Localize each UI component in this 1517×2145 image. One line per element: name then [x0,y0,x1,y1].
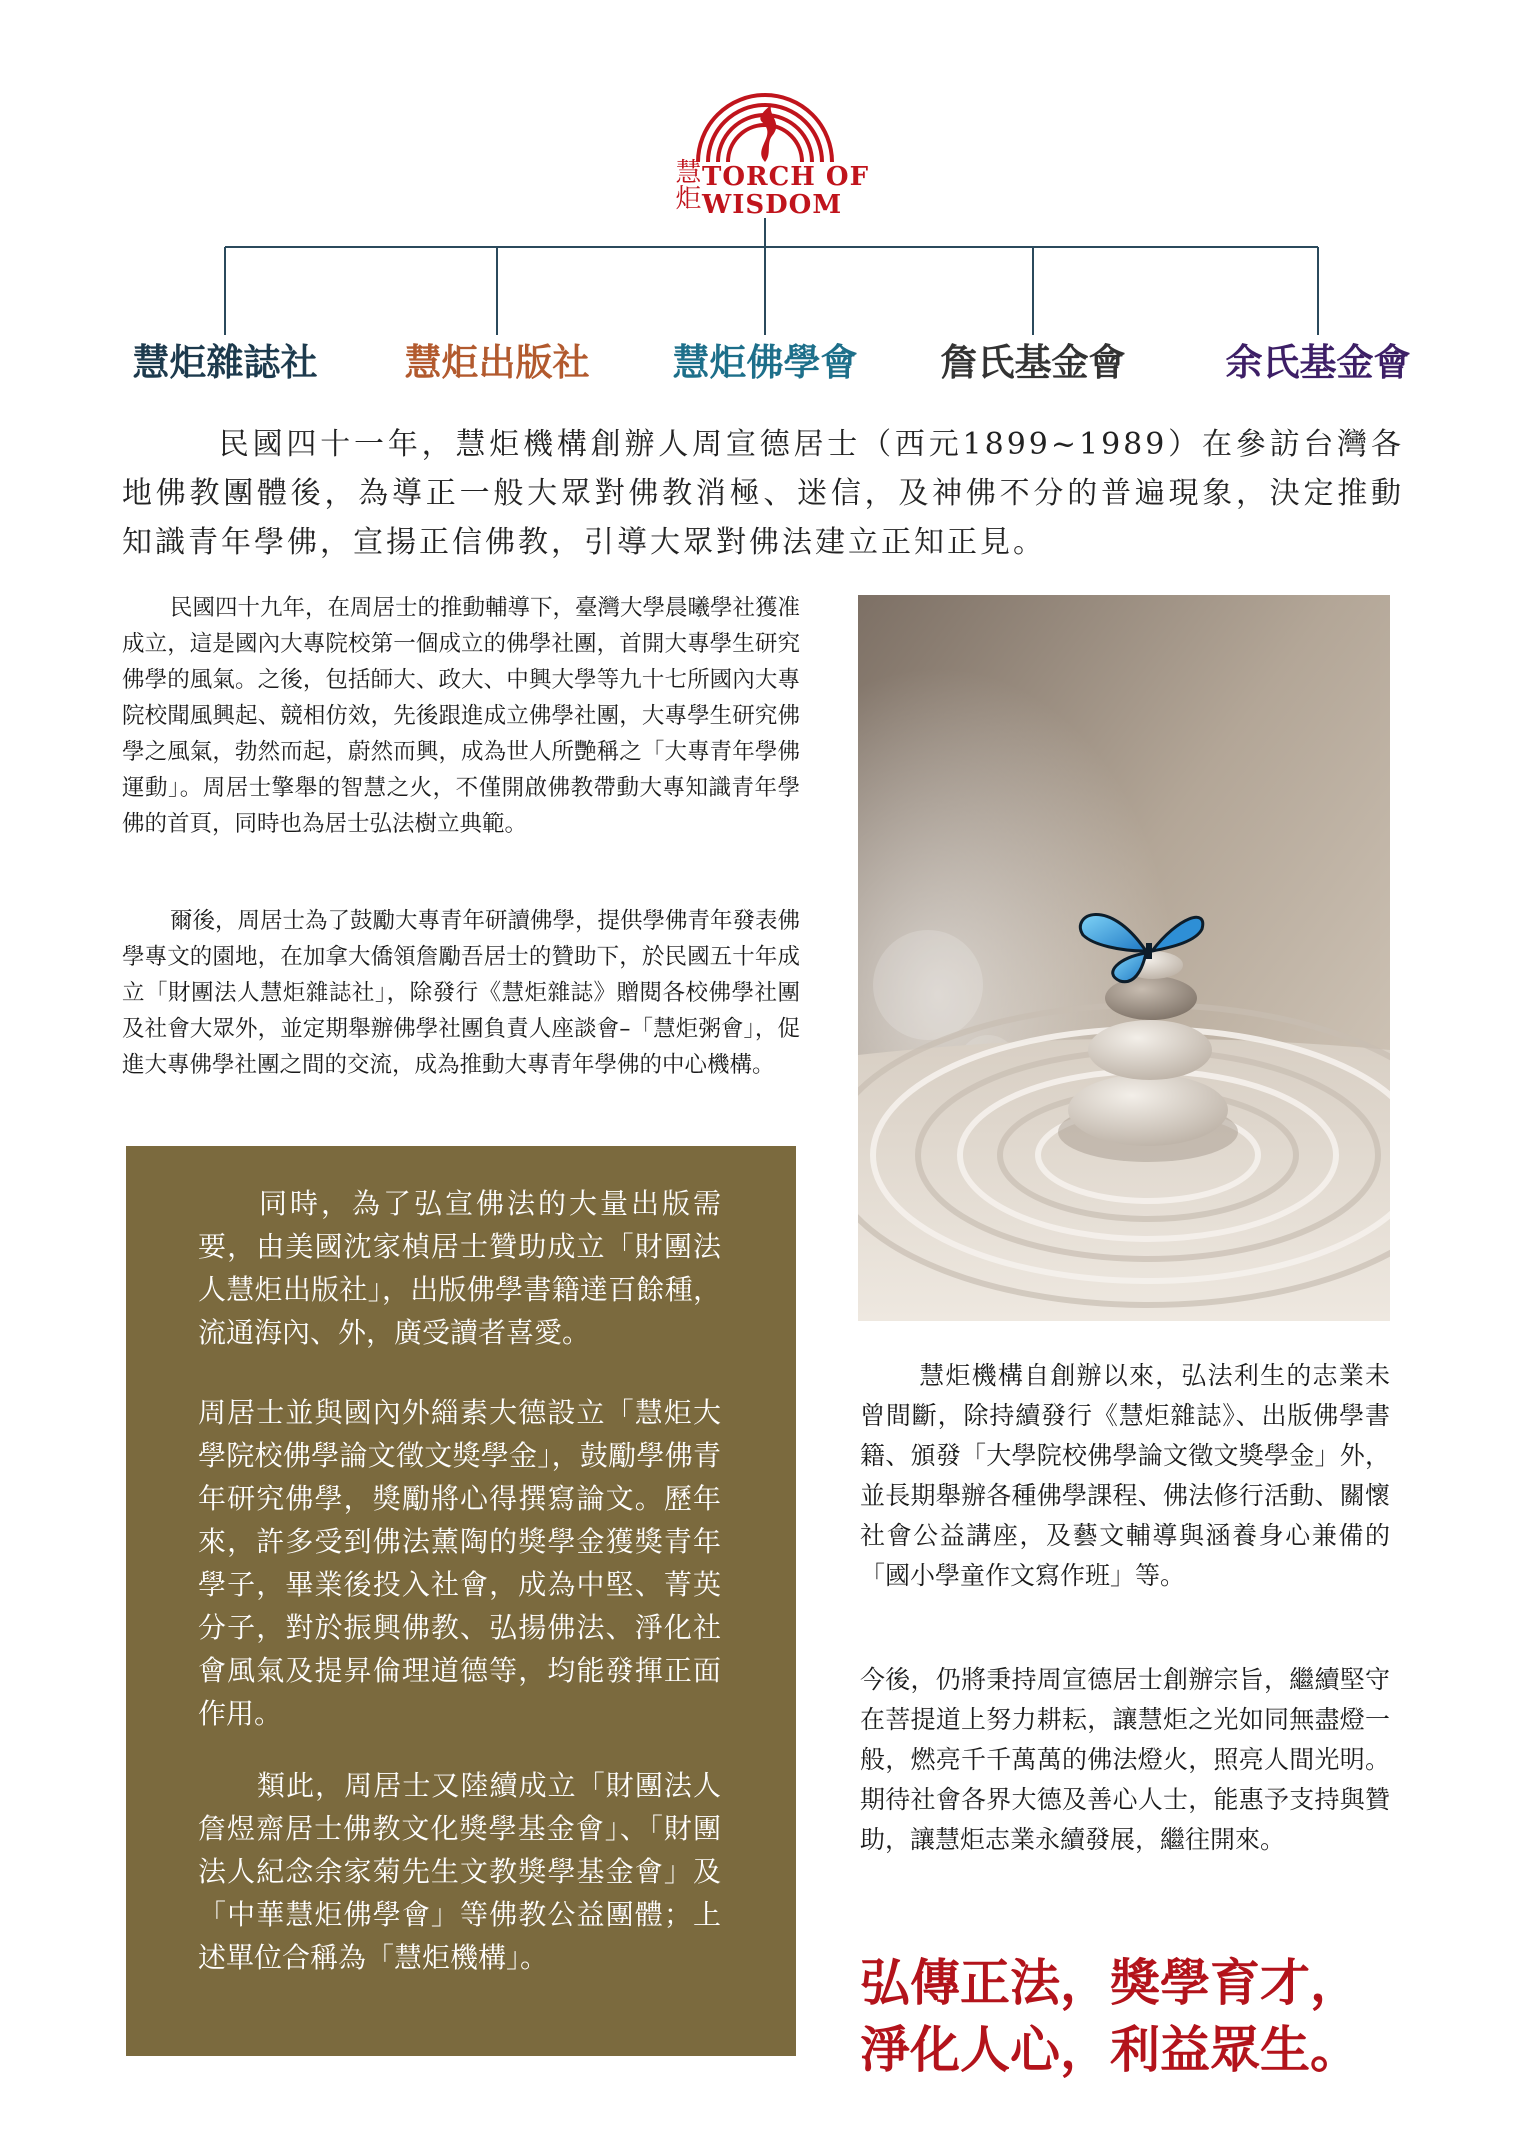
box-paragraph [198,1391,721,1735]
logo-english-line2: WISDOM [702,190,843,220]
right-paragraph [860,1660,1390,1860]
org-unit-label: 詹氏基金會 [940,341,1126,384]
right-paragraph-text: 今後，仍將秉持周宣德居士創辦宗旨，繼續堅守在菩提道上努力耕耘，讓慧炬之光如同無盡燈一般，燃亮千千萬萬的佛法燈火，照亮人間光明。期待社會各界大德及善心人士，能惠予支持與贊助，讓慧炬志業永續發展，繼往開來。 [860,1665,1390,1854]
box-paragraph [198,1182,721,1354]
slogan-line-1: 弘傳正法，獎學育才， [860,1954,1360,2012]
right-paragraph [860,1356,1390,1596]
left-paragraph-text: 爾後，周居士為了鼓勵大專青年研讀佛學，提供學佛青年發表佛學專文的園地，在加拿大僑領詹勵吾居士的贊助下，於民國五十年成立「財團法人慧炬雜誌社」，除發行《慧炬雜誌》贈閱各校佛學社團及社會大眾外，並定期舉辦佛學社團負責人座談會–「慧炬粥會」，促進大專佛學社團之間的交流，成為推動大專青年學佛的中心機構。 [122,908,801,1078]
slogan [860,1950,1420,2084]
org-unit-zhan-foundation [933,338,1133,388]
box-paragraph-text: 周居士並與國內外緇素大德設立「慧炬大學院校佛學論文徵文獎學金」，鼓勵學佛青年研究佛學，獎勵將心得撰寫論文。歷年來，許多受到佛法薰陶的獎學金獲獎青年學子，畢業後投入社會，成為中堅、菁英分子，對於振興佛教、弘揚佛法、淨化社會風氣及提昇倫理道德等，均能發揮正面作用。 [198,1396,721,1730]
left-paragraph-text: 民國四十九年，在周居士的推動輔導下，臺灣大學晨曦學社獲准成立，這是國內大專院校第一個成立的佛學社團，首開大專學生研究佛學的風氣。之後，包括師大、政大、中興大學等九十七所國內大專院校聞風興起、競相仿效，先後跟進成立佛學社團，大專學生研究佛學之風氣，勃然而起，蔚然而興，成為世人所艷稱之「大專青年學佛運動」。周居士擎舉的智慧之火，不僅開啟佛教帶動大專知識青年學佛的首頁，同時也為居士弘法樹立典範。 [122,595,801,837]
slogan-line-2: 淨化人心，利益眾生。 [860,2021,1360,2079]
org-unit-label: 慧炬出版社 [404,341,590,384]
zen-stones-butterfly-icon [858,595,1390,1321]
left-paragraph [122,590,800,842]
org-unit-buddhist-society [665,338,865,388]
right-paragraph-text: 慧炬機構自創辦以來，弘法利生的志業未曾間斷，除持續發行《慧炬雜誌》、出版佛學書籍、頒發「大學院校佛學論文徵文獎學金」外，並長期舉辦各種佛學課程、佛法修行活動、關懷社會公益講座，及藝文輔導與涵養身心兼備的「國小學童作文寫作班」等。 [860,1361,1390,1590]
org-unit-label: 慧炬佛學會 [672,341,858,384]
org-unit-label: 慧炬雜誌社 [132,341,318,384]
org-unit-yu-foundation [1208,338,1428,388]
box-paragraph-text: 類此，周居士又陸續成立「財團法人詹煜齋居士佛教文化獎學基金會」、「財團法人紀念余家菊先生文教獎學基金會」及「中華慧炬佛學會」等佛教公益團體；上述單位合稱為「慧炬機構」。 [198,1769,721,1974]
highlight-box [126,1146,796,2056]
org-tree-lines [0,0,1517,340]
left-paragraph [122,903,800,1083]
logo-chinese-text: 慧炬 [671,158,701,210]
logo-english-line1: TORCH OF [702,162,870,192]
org-unit-magazine [125,338,325,388]
zen-stones-butterfly-photo [858,595,1390,1321]
org-unit-label: 余氏基金會 [1225,341,1411,384]
intro-paragraph [122,420,1404,567]
intro-text: 民國四十一年，慧炬機構創辦人周宣德居士（西元1899~1989）在參訪台灣各地佛教團體後，為導正一般大眾對佛教消極、迷信，及神佛不分的普遍現象，決定推動知識青年學佛，宣揚正信佛教，引導大眾對佛法建立正知正見。 [122,427,1404,560]
box-paragraph [198,1764,721,1979]
box-paragraph-text: 同時，為了弘宣佛法的大量出版需要，由美國沈家楨居士贊助成立「財團法人慧炬出版社」，出版佛學書籍達百餘種，流通海內、外，廣受讀者喜愛。 [198,1187,721,1349]
org-unit-publishing [397,338,597,388]
